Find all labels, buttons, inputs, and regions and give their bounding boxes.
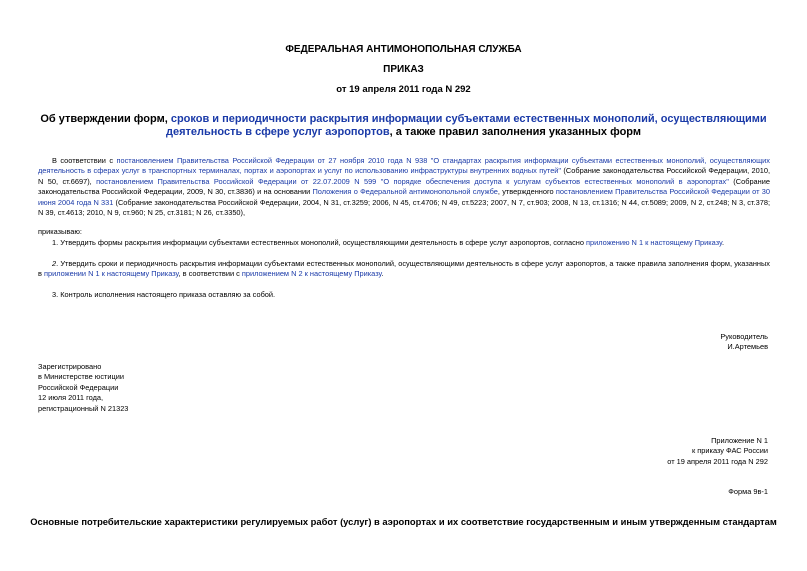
registration-block xyxy=(38,362,128,414)
item-2-link-appendix-2[interactable]: приложением N 2 к настоящему Приказу xyxy=(241,269,382,279)
registration-line-2: в Министерстве юстиции xyxy=(38,372,125,382)
item-2-end: . xyxy=(381,269,384,279)
preamble-paragraph xyxy=(38,156,770,218)
order-word: приказываю: xyxy=(38,227,82,236)
appendix-line-2: к приказу ФАС России xyxy=(692,446,768,456)
order-item-2 xyxy=(38,259,770,280)
preamble-text-3: (Собрание законодательства Российской Федерации, 2009, N 30, ст.3836) и на основании xyxy=(38,176,770,197)
preamble-link-fas-regulation[interactable]: Положения о Федеральной антимонопольной службе xyxy=(312,187,498,197)
item-1-text: 1. Утвердить формы раскрытия информации субъектами естественных монополий, осуществляющими деятельность в сфере услуг аэропортов, согласно xyxy=(52,238,587,247)
title-prefix: Об утверждении форм, xyxy=(40,113,171,125)
title-link[interactable]: сроков и периодичности раскрытия информации субъектами естественных монополий, осуществляющими деятельность в сфере услуг аэропортов xyxy=(165,113,767,138)
item-2-mid: , в соответствии с xyxy=(178,269,242,279)
document-title xyxy=(40,113,767,139)
preamble-text-2: (Собрание законодательства Российской Федерации, 2010, N 50, ст.6697), xyxy=(38,166,770,186)
preamble-text-1: В соответствии с xyxy=(52,156,117,165)
item-1-link-appendix-1[interactable]: приложению N 1 к настоящему Приказу xyxy=(586,238,722,247)
appendix-line-3: от 19 апреля 2011 года N 292 xyxy=(667,456,768,466)
preamble-link-decree-938[interactable]: постановлением Правительства Российской Федерации от 27 ноября 2010 года N 938 "О стандартах раскрытия информации субъектами естественных монополий, осуществляющих деятельность в сферах услуг в транспортных терминалах, портах и аэропортах и услуг по использованию инфраструктуры внутренних водных путей" xyxy=(38,156,771,176)
form-number: Форма 9в-1 xyxy=(728,487,768,496)
registration-line-1: Зарегистрировано xyxy=(38,362,102,371)
registration-line-5: регистрационный N 21323 xyxy=(38,403,129,413)
registration-line-3: Российской Федерации xyxy=(38,382,119,392)
preamble-link-decree-331[interactable]: постановлением Правительства Российской Федерации от 30 июня 2004 года N 331 xyxy=(38,187,770,207)
signature-name: И.Артемьев xyxy=(727,342,768,352)
doc-type: ПРИКАЗ xyxy=(383,64,424,75)
doc-date-number: от 19 апреля 2011 года N 292 xyxy=(336,84,471,95)
order-item-3: 3. Контроль исполнения настоящего приказа оставляю за собой. xyxy=(52,290,276,299)
item-2-link-appendix-1[interactable]: приложении N 1 к настоящему Приказу xyxy=(43,269,179,279)
signature-block xyxy=(720,332,768,353)
title-suffix: , а также правил заполнения указанных форм xyxy=(389,126,641,138)
appendix-header xyxy=(667,436,768,467)
preamble-text-4: , утвержденного xyxy=(497,187,556,197)
agency-name: ФЕДЕРАЛЬНАЯ АНТИМОНОПОЛЬНАЯ СЛУЖБА xyxy=(285,44,522,55)
signature-role: Руководитель xyxy=(720,332,768,341)
section-title: Основные потребительские характеристики регулируемых работ (услуг) в аэропортах и их соответствие государственным и иным утвержденным стандартам xyxy=(30,516,777,527)
preamble-text-5: (Собрание законодательства Российской Федерации, 2004, N 31, ст.3259; 2006, N 45, ст.4706; N 49, ст.5223; 2007, N 7, ст.903; 2008, N 13, ст.1316; N 44, ст.5089; 2009, N 2, ст.248; N 3, ст.378; N 39, ст.4613; 2010, N 9, ст.960; N 25, ст.3181; N 26, ст.3350), xyxy=(38,197,770,218)
registration-line-4: 12 июля 2011 года, xyxy=(38,393,104,403)
appendix-line-1: Приложение N 1 xyxy=(711,436,768,445)
item-2-number: 2 xyxy=(52,259,57,268)
order-item-1 xyxy=(52,238,772,248)
item-1-end: . xyxy=(721,238,725,247)
item-2-text: . Утвердить сроки и периодичность раскрытия информации субъектами естественных монополий, осуществляющими деятельность в сфере услуг аэропортов, а также правила заполнения форм, указанных в xyxy=(38,259,770,279)
preamble-link-decree-599[interactable]: постановлением Правительства Российской Федерации от 22.07.2009 N 599 "О порядке обеспечения доступа к услугам субъектов естественных монополий в аэропортах" xyxy=(96,176,729,186)
